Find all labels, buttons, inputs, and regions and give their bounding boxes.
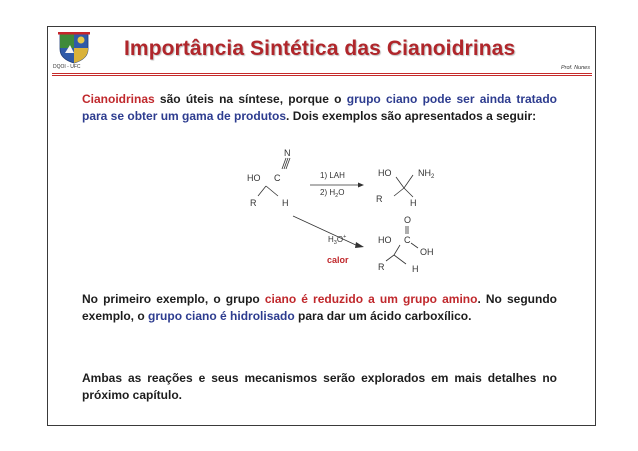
example-paragraph: No primeiro exemplo, o grupo ciano é reduzido a um grupo amino. No segundo exemplo, o grupo ciano é hidrolisado para dar um ácido carboxílico. [82, 292, 557, 323]
p2-o: O [404, 215, 412, 225]
p1-r: R [376, 194, 383, 204]
author-label: Prof. Nunes [560, 65, 590, 71]
p2-c: C [404, 235, 411, 245]
institution-label: DQOI - UFC [53, 64, 81, 70]
reagent-h3o: $H_3O^+$ [328, 234, 347, 246]
atom-h: H [282, 198, 289, 208]
condition-calor: calor [327, 255, 349, 265]
highlight-cianoidrinas: Cianoidrinas [82, 92, 155, 106]
p2-ho: HO [378, 235, 392, 245]
closing-paragraph: Ambas as reações e seus mecanismos serão explorados em mais detalhes no próximo capítulo. [82, 371, 557, 402]
svg-text:2) H2O: 2) $H_2O$ [320, 188, 345, 199]
intro-paragraph: Cianoidrinas são úteis na síntese, porque o grupo ciano pode ser ainda tratado para se obter um gama de produtos. Dois exemplos são apresentados a seguir: [82, 92, 557, 123]
highlight-grupo-ciano: grupo ciano pode ser ainda tratado para se obter um gama de produtos [82, 92, 557, 123]
p1-nh2: $NH_2$ [418, 168, 435, 180]
p1-h: H [410, 198, 417, 208]
p1-ho: HO [378, 168, 392, 178]
highlight-hidrolisado: grupo ciano é hidrolisado [148, 309, 295, 323]
p2-r: R [378, 262, 385, 272]
atom-c: C [274, 173, 281, 183]
slide-title: Importância Sintética das Cianoidrinas [124, 37, 516, 60]
atom-n: N [284, 148, 291, 158]
p2-oh: OH [420, 247, 434, 257]
highlight-reduzido: ciano é reduzido a um grupo amino [264, 292, 478, 306]
reagent-lah: 1) LAH [320, 171, 345, 180]
atom-r: R [250, 198, 257, 208]
p2-h: H [412, 264, 419, 274]
title-divider [52, 73, 592, 76]
university-crest-logo [56, 31, 92, 64]
atom-ho: HO [247, 173, 261, 183]
